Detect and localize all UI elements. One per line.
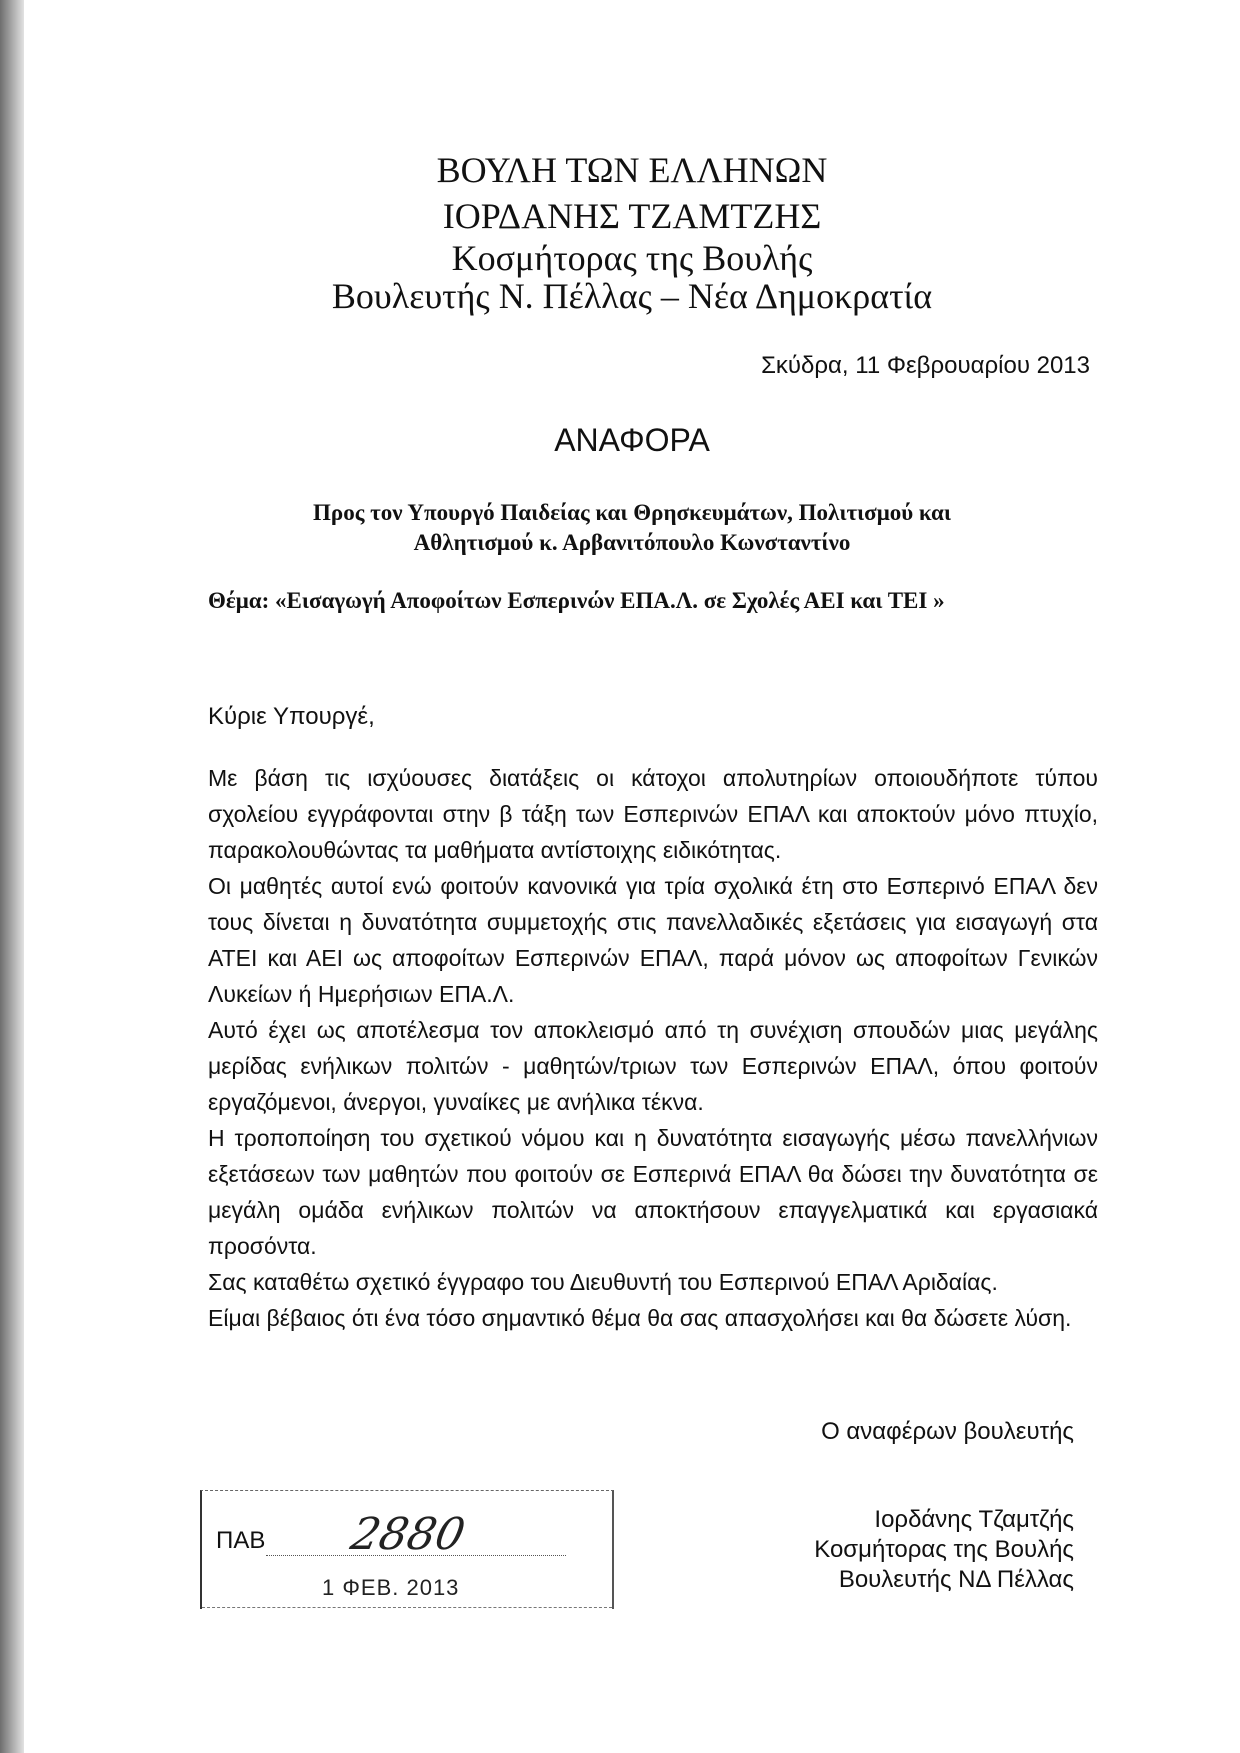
registration-stamp <box>200 1490 614 1609</box>
body-paragraph: Σας καταθέτω σχετικό έγγραφο του Διευθυντή του Εσπερινού ΕΠΑΛ Αριδαίας. <box>208 1269 998 1295</box>
letter-body <box>208 760 1098 1336</box>
document-date: Σκύδρα, 11 Φεβρουαρίου 2013 <box>761 352 1090 379</box>
header-parliament: ΒΟΥΛΗ ΤΩΝ ΕΛΛΗΝΩΝ <box>436 150 828 190</box>
stamp-handwritten-number: 2880 <box>346 1509 470 1560</box>
stamp-date: 1 ΦΕΒ. 2013 <box>322 1575 460 1600</box>
header-role: Κοσμήτορας της Βουλής <box>451 238 813 278</box>
stamp-label: ΠΑΒ <box>216 1527 266 1554</box>
header-name: ΙΟΡΔΑΝΗΣ ΤΖΑΜΤΖΗΣ <box>442 196 822 236</box>
stamp-bottom-border <box>202 1607 612 1608</box>
subject-line: Θέμα: «Εισαγωγή Αποφοίτων Εσπερινών ΕΠΑ.Λ. σε Σχολές ΑΕΙ και ΤΕΙ » <box>208 588 945 613</box>
header-constituency: Βουλευτής Ν. Πέλλας – Νέα Δημοκρατία <box>331 276 933 316</box>
scan-edge <box>0 0 24 1753</box>
recipient-line-1: Προς τον Υπουργό Παιδείας και Θρησκευμάτων, Πολιτισμού και <box>313 500 951 525</box>
signature-constituency: Βουλευτής ΝΔ Πέλλας <box>838 1566 1074 1593</box>
body-paragraph: Αυτό έχει ως αποτέλεσμα τον αποκλεισμό από τη συνέχιση σπουδών μιας μεγάλης μερίδας ενήλικων πολιτών - μαθητών/τριων των Εσπερινών ΕΠΑΛ, όπου φοιτούν εργαζόμενοι, άνεργοι, γυναίκες με ανήλικα τέκνα. <box>208 1017 1098 1115</box>
salutation: Κύριε Υπουργέ, <box>208 703 375 730</box>
body-paragraph: Με βάση τις ισχύουσες διατάξεις οι κάτοχοι απολυτηρίων οποιουδήποτε τύπου σχολείου εγγράφονται στην β τάξη των Εσπερινών ΕΠΑΛ και αποκτούν μόνο πτυχίο, παρακολουθώντας τα μαθήματα αντίστοιχης ειδικότητας. <box>208 765 1098 863</box>
body-paragraph: Είμαι βέβαιος ότι ένα τόσο σημαντικό θέμα θα σας απασχολήσει και θα δώσετε λύση. <box>208 1305 1072 1331</box>
signature-name: Ιορδάνης Τζαμτζής <box>874 1506 1074 1533</box>
body-paragraph: Η τροποποίηση του σχετικού νόμου και η δυνατότητα εισαγωγής μέσω πανελλήνιων εξετάσεων των μαθητών που φοιτούν σε Εσπερινά ΕΠΑΛ θα δώσει την δυνατότητα σε μεγάλη ομάδα ενήλικων πολιτών να αποκτήσουν επαγγελματικά και εργασιακά προσόντα. <box>208 1125 1098 1259</box>
document-page <box>24 0 1240 1753</box>
recipient-line-2: Αθλητισμού κ. Αρβανιτόπουλο Κωνσταντίνο <box>413 530 851 555</box>
body-paragraph: Οι μαθητές αυτοί ενώ φοιτούν κανονικά για τρία σχολικά έτη στο Εσπερινό ΕΠΑΛ δεν τους δίνεται η δυνατότητα συμμετοχής στις πανελλαδικές εξετάσεις για εισαγωγή στα ΑΤΕΙ και ΑΕΙ ως αποφοίτων Εσπερινών ΕΠΑΛ, παρά μόνον ως αποφοίτων Γενικών Λυκείων ή Ημερήσιων ΕΠΑ.Λ. <box>208 873 1098 1007</box>
document-title: ΑΝΑΦΟΡΑ <box>554 422 710 458</box>
signature-role: Κοσμήτορας της Βουλής <box>814 1536 1074 1563</box>
closing-line: Ο αναφέρων βουλευτής <box>821 1418 1074 1445</box>
